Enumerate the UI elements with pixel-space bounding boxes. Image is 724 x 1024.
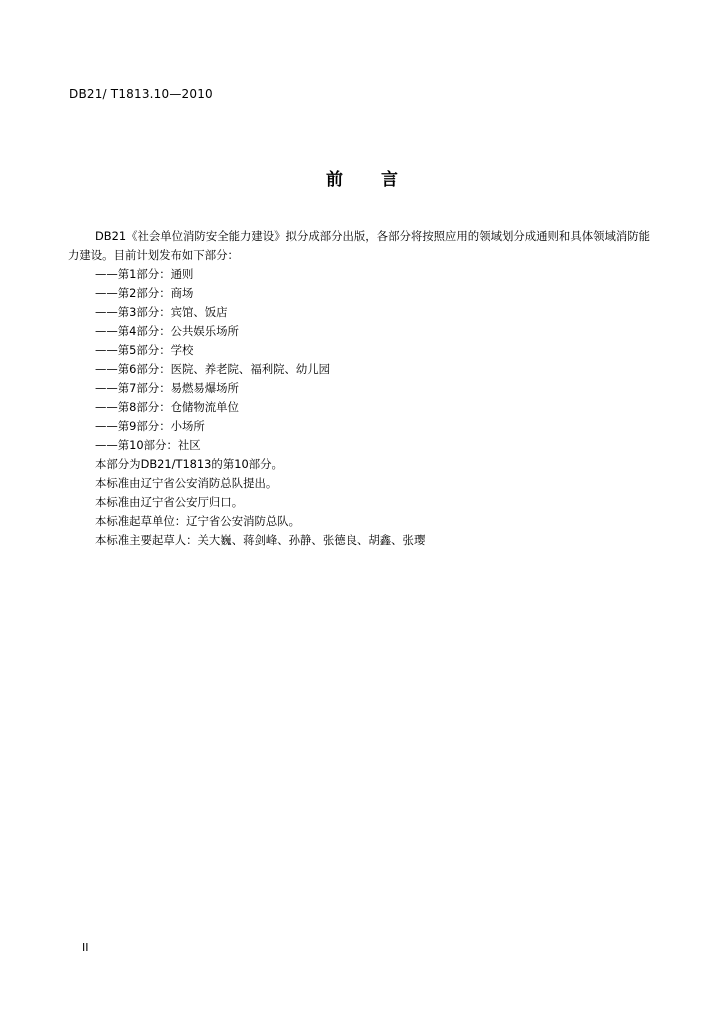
statement-drafting-unit: 本标准起草单位：辽宁省公安消防总队。	[95, 514, 301, 528]
title-char-1: 前	[326, 170, 343, 190]
statement-part-number: 本部分为DB21/T1813的第10部分。	[95, 457, 283, 471]
title-char-2: 言	[381, 170, 398, 190]
list-item: ——第4部分：公共娱乐场所	[95, 324, 239, 338]
list-item: ——第3部分：宾馆、饭店	[95, 305, 228, 319]
list-item: ——第5部分：学校	[95, 343, 194, 357]
list-item: ——第2部分：商场	[95, 286, 194, 300]
page-number: II	[82, 941, 89, 954]
document-code: DB21/ T1813.10—2010	[69, 87, 213, 101]
statement-administrator: 本标准由辽宁省公安厅归口。	[95, 495, 244, 509]
list-item: ——第8部分：仓储物流单位	[95, 400, 239, 414]
statements	[68, 455, 654, 550]
list-item: ——第7部分：易燃易爆场所	[95, 381, 239, 395]
statement-drafters: 本标准主要起草人：关大巍、蒋剑峰、孙静、张德良、胡鑫、张璎	[95, 533, 426, 547]
page-title	[0, 165, 724, 190]
parts-list	[68, 265, 654, 455]
statement-proposer: 本标准由辽宁省公安消防总队提出。	[95, 476, 278, 490]
intro-paragraph: DB21《社会单位消防安全能力建设》拟分成部分出版，各部分将按照应用的领域划分成通则和具体领域消防能力建设。目前计划发布如下部分：	[68, 229, 651, 262]
list-item: ——第1部分：通则	[95, 267, 194, 281]
list-item: ——第9部分：小场所	[95, 419, 205, 433]
list-item: ——第6部分：医院、养老院、福利院、幼儿园	[95, 362, 331, 376]
foreword-body	[68, 227, 654, 550]
list-item: ——第10部分：社区	[95, 438, 201, 452]
